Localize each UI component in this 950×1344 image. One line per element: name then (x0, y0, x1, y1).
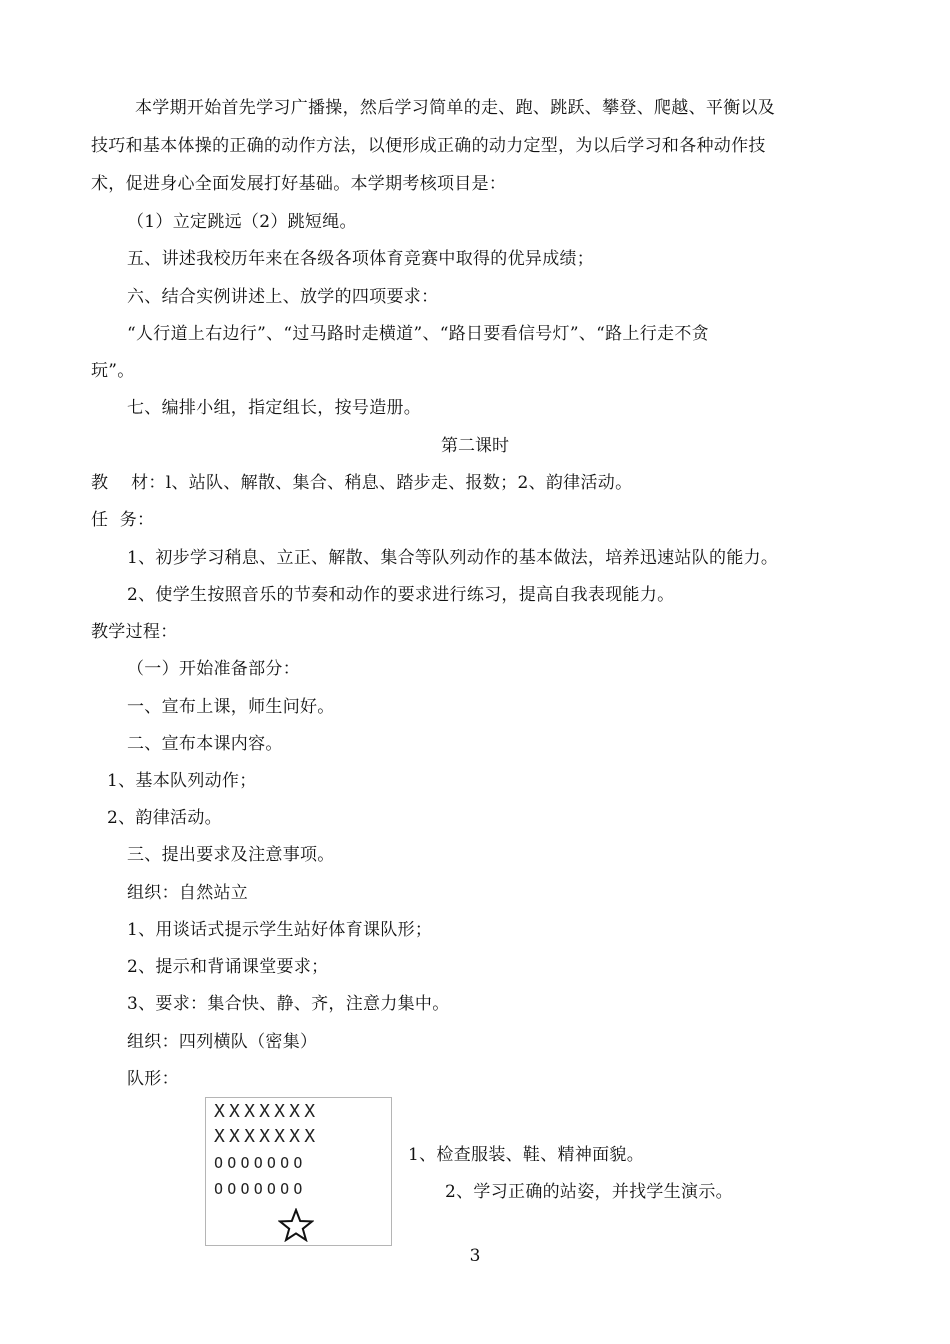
content-item-2: 2、韵律活动。 (107, 808, 222, 828)
organization-four-rows: 组织：四列横队（密集） (127, 1032, 318, 1052)
formation-row-students-o-2: OOOOOOO (214, 1180, 307, 1198)
star-icon (278, 1208, 314, 1242)
exam-items: （1）立定跳远（2）跳短绳。 (127, 212, 357, 232)
item-seven: 七、编排小组，指定组长，按号造册。 (127, 398, 422, 418)
formation-note-2: 2、学习正确的站姿，并找学生演示。 (445, 1182, 733, 1202)
intro-line-1: 本学期开始首先学习广播操，然后学习简单的走、跑、跳跃、攀登、爬越、平衡以及 (135, 98, 776, 118)
process-label: 教学过程： (91, 622, 178, 642)
section-title: 第二课时 (441, 436, 509, 456)
formation-diagram (205, 1097, 392, 1246)
step-three: 三、提出要求及注意事项。 (127, 845, 335, 865)
item-six: 六、结合实例讲述上、放学的四项要求： (127, 287, 439, 307)
tasks-label: 任 务： (91, 510, 155, 530)
content-item-1: 1、基本队列动作； (107, 771, 257, 791)
intro-line-3: 术，促进身心全面发展打好基础。本学期考核项目是： (91, 174, 507, 194)
item-five: 五、讲述我校历年来在各级各项体育竞赛中取得的优异成绩； (127, 249, 595, 269)
rules-quote-line-2: 玩”。 (91, 361, 135, 381)
formation-row-students-x-1: XXXXXXX (214, 1101, 320, 1122)
step-two: 二、宣布本课内容。 (127, 734, 283, 754)
materials: 教 材：l、站队、解散、集合、稍息、踏步走、报数；2、韵律活动。 (91, 473, 633, 493)
intro-line-2: 技巧和基本体操的正确的动作方法，以便形成正确的动力定型，为以后学习和各种动作技 (91, 136, 766, 156)
requirement-3: 3、要求：集合快、静、齐，注意力集中。 (127, 994, 450, 1014)
requirement-2: 2、提示和背诵课堂要求； (127, 957, 329, 977)
part-one-heading: （一）开始准备部分： (127, 659, 300, 679)
organization-natural: 组织：自然站立 (127, 883, 249, 903)
task-1: 1、初步学习稍息、立正、解散、集合等队列动作的基本做法，培养迅速站队的能力。 (127, 548, 779, 568)
requirement-1: 1、用谈话式提示学生站好体育课队形； (127, 920, 433, 940)
formation-row-students-o-1: OOOOOOO (214, 1154, 307, 1172)
page-number: 3 (469, 1246, 481, 1266)
formation-note-1: 1、检查服装、鞋、精神面貌。 (408, 1145, 645, 1165)
task-2: 2、使学生按照音乐的节奏和动作的要求进行练习，提高自我表现能力。 (127, 585, 675, 605)
rules-quote-line-1: “人行道上右边行”、“过马路时走横道”、“路日要看信号灯”、“路上行走不贪 (127, 324, 709, 344)
formation-row-students-x-2: XXXXXXX (214, 1126, 320, 1147)
formation-label: 队形： (127, 1069, 179, 1089)
step-one: 一、宣布上课，师生问好。 (127, 697, 335, 717)
